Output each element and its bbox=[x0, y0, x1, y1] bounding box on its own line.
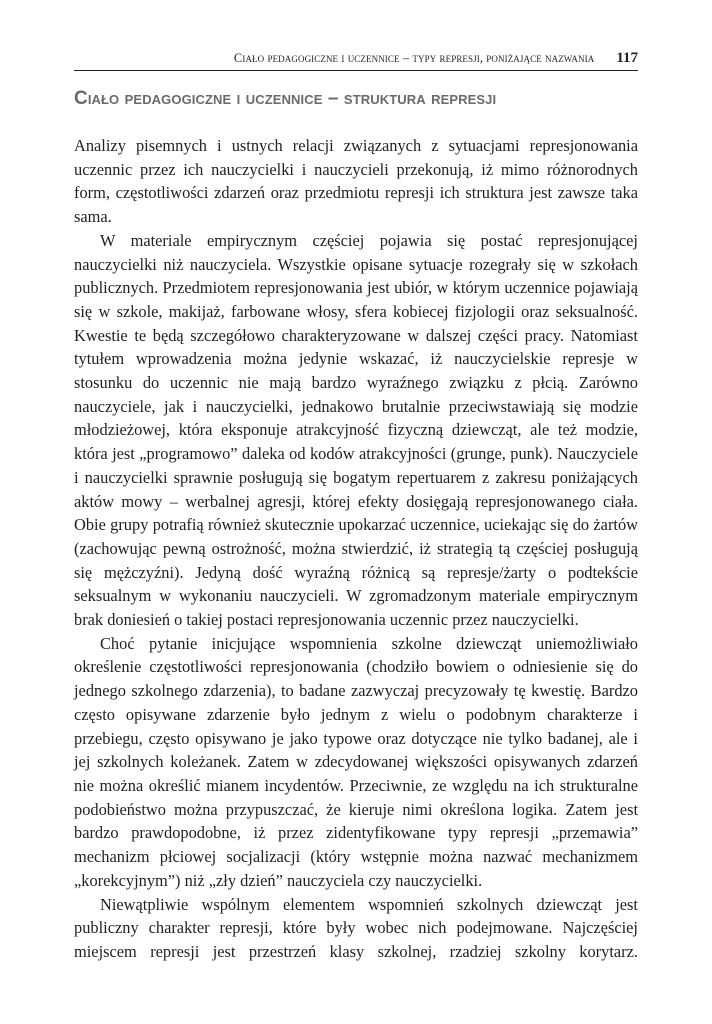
paragraph-4: Niewątpliwie wspólnym elementem wspomnień szkolnych dziewcząt jest publiczny charakter represji, które były wobec nich podejmowane. Najczęściej miejscem represji jest przestrzeń klasy szkolnej, rzadziej szkolny korytarz. bbox=[74, 894, 638, 961]
running-header-title: Ciało pedagogiczne i uczennice – typy represji, poniżające nazwania bbox=[233, 51, 595, 65]
paragraph-1: Analizy pisemnych i ustnych relacji związanych z sytuacjami represjonowania uczennic przez ich nauczycielki i nauczycieli przekonują, iż mimo różnorodnych form, częstotliwości zdarzeń oraz przedmiotu represji ich struktura jest zawsze taka sama. bbox=[74, 136, 638, 227]
paragraph-3: Choć pytanie inicjujące wspomnienia szkolne dziewcząt uniemożliwiało określenie częstotliwości represjonowania (chodziło bowiem o odniesienie się do jednego szkolnego zdarzenia), to badane zazwyczaj precyzowały tę kwestię. Bardzo często opisywane zdarzenie było jednym z wielu o podobnym charakterze i przebiegu, często opisywano je jako typowe oraz dotyczące nie tylko badanej, ale i jej szkolnych koleżanek. Zatem w zdecydowanej większości opisywanych zdarzeń nie można określić mianem incydentów. Przeciwnie, ze względu na ich strukturalne podobieństwo można przypuszczać, że kieruje nimi określona logika. Zatem jest bardzo prawdopodobne, iż przez zidentyfikowane typy represji „przemawia” mechanizm płciowej socjalizacji (który wstępnie można nazwać mechanizmem „korekcyjnym”) niż „zły dzień” nauczyciela czy nauczycielki. bbox=[74, 633, 638, 890]
running-header bbox=[74, 50, 638, 71]
page-number: 117 bbox=[616, 50, 638, 66]
section-title: Ciało pedagogiczne i uczennice – struktura represji bbox=[74, 88, 497, 109]
body-text bbox=[74, 134, 638, 964]
paragraph-2: W materiale empirycznym częściej pojawia się postać represjonującej nauczycielki niż nauczyciela. Wszystkie opisane sytuacje rozegrały się w szkołach publicznych. Przedmiotem represjonowania jest ubiór, w którym uczennice pojawiają się w szkole, makijaż, farbowane włosy, sfera kobiecej fizjologii oraz seksualność. Kwestie te będą szczegółowo charakteryzowane w dalszej części pracy. Natomiast tytułem wprowadzenia można jedynie wskazać, iż nauczycielskie represje w stosunku do uczennic nie mają bardzo wyraźnego związku z płcią. Zarówno nauczyciele, jak i nauczycielki, jednakowo brutalnie przeciwstawiają się modzie młodzieżowej, która eksponuje atrakcyjność fizyczną dziewcząt, ale też modzie, która jest „programowo” daleka od kodów atrakcyjności (grunge, punk). Nauczyciele i nauczycielki sprawnie posługują się bogatym repertuarem z zakresu poniżających aktów mowy – werbalnej agresji, której efekty dosięgają represjonowanego ciała. Obie grupy potrafią również skutecznie upokarzać uczennice, uciekając się do żartów (zachowując pewną ostrożność, można stwierdzić, iż strategią tą częściej posługują się mężczyźni). Jedyną dość wyraźną różnicą są represje/żarty o podtekście seksualnym w wykonaniu nauczycieli. W zgromadzonym materiale empirycznym brak doniesień o takiej postaci represjonowania uczennic przez nauczycielki. bbox=[74, 230, 638, 630]
